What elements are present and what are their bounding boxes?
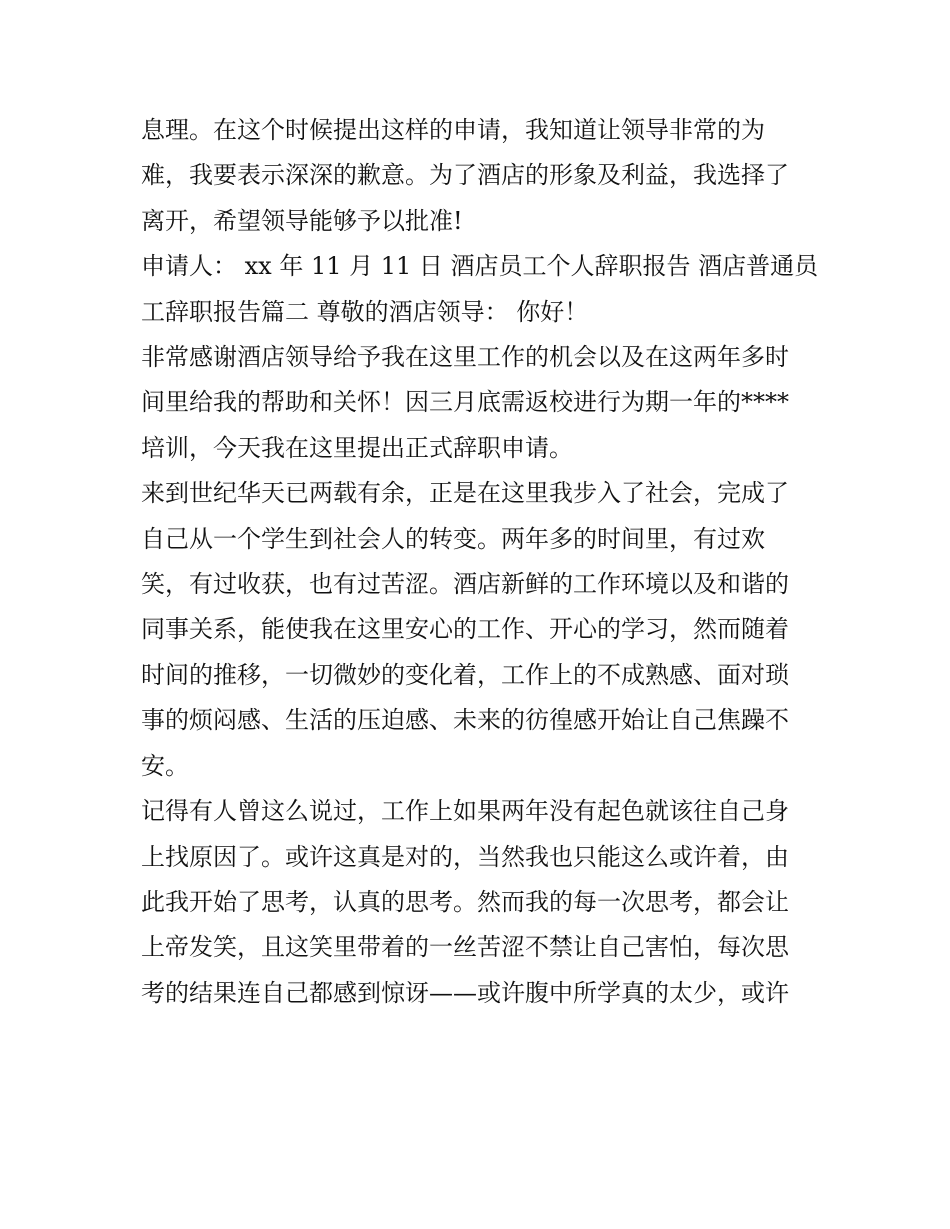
text-line: 自己从一个学生到社会人的转变。两年多的时间里，有过欢 xyxy=(141,524,765,553)
document-body xyxy=(141,108,819,1016)
text-line: 间里给我的帮助和关怀！因三月底需返校进行为期一年的**** xyxy=(141,388,789,417)
text-line: 培训，今天我在这里提出正式辞职申请。 xyxy=(141,433,573,462)
text-line: 笑，有过收获，也有过苦涩。酒店新鲜的工作环境以及和谐的 xyxy=(141,570,789,599)
paragraph-closing-request xyxy=(141,108,813,244)
text-line: 此我开始了思考，认真的思考。然而我的每一次思考，都会让 xyxy=(141,887,789,916)
text-line: 非常感谢酒店领导给予我在这里工作的机会以及在这两年多时 xyxy=(141,343,789,372)
text-line: 来到世纪华天已两载有余，正是在这里我步入了社会，完成了 xyxy=(141,479,789,508)
text-line: 息理。在这个时候提出这样的申请，我知道让领导非常的为 xyxy=(141,116,765,144)
paragraph-thanks xyxy=(141,335,813,471)
text-line: 工辞职报告篇二 尊敬的酒店领导： 你好！ xyxy=(141,297,589,326)
text-line: 离开，希望领导能够予以批准! xyxy=(141,206,463,235)
text-line: 申请人： xx 年 11 月 11 日 酒店员工个人辞职报告 酒店普通员 xyxy=(141,252,819,281)
text-line: 上找原因了。或许这真是对的，当然我也只能这么或许着，由 xyxy=(141,842,789,871)
text-line: 记得有人曾这么说过，工作上如果两年没有起色就该往自己身 xyxy=(141,797,789,826)
text-line: 上帝发笑，且这笑里带着的一丝苦涩不禁让自己害怕，每次思 xyxy=(141,933,789,962)
text-line: 安。 xyxy=(141,751,189,780)
text-line: 时间的推移，一切微妙的变化着，工作上的不成熟感、面对琐 xyxy=(141,660,789,689)
text-line: 考的结果连自己都感到惊讶——或许腹中所学真的太少，或许 xyxy=(141,978,789,1007)
paragraph-experience xyxy=(141,471,813,789)
paragraph-reflection xyxy=(141,789,813,1016)
paragraph-signature-and-title xyxy=(141,244,819,335)
text-line: 难，我要表示深深的歉意。为了酒店的形象及利益，我选择了 xyxy=(141,161,789,190)
text-line: 同事关系，能使我在这里安心的工作、开心的学习，然而随着 xyxy=(141,615,789,644)
text-line: 事的烦闷感、生活的压迫感、未来的彷徨感开始让自己焦躁不 xyxy=(141,706,789,735)
